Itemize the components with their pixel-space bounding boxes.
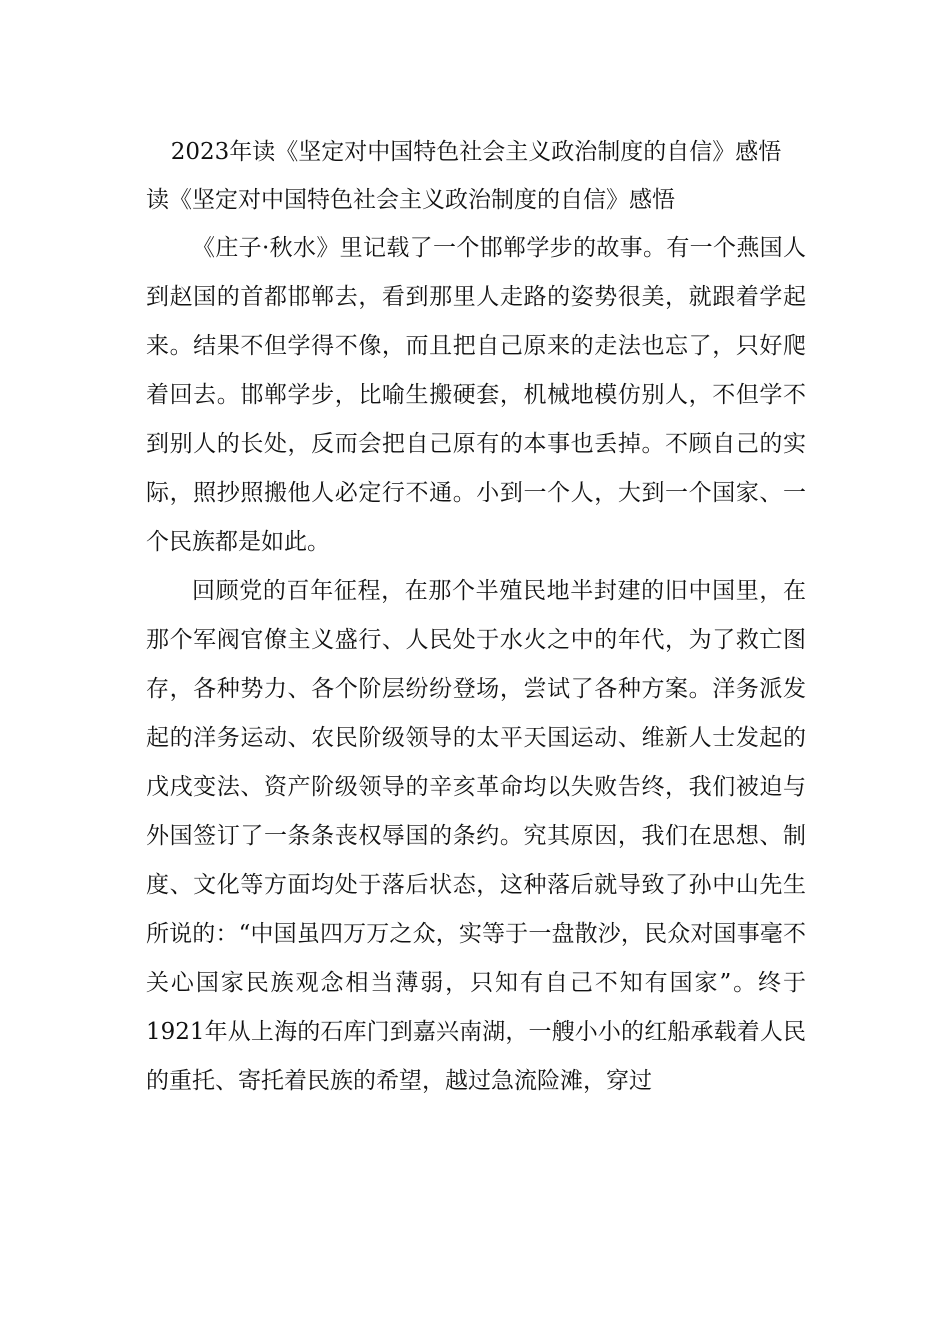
document-title: 2023年读《坚定对中国特色社会主义政治制度的自信》感悟 [170,139,782,165]
paragraph-handan-story: 《庄子·秋水》里记载了一个邯郸学步的故事。有一个燕国人到赵国的首都邯郸去，看到那里人走路的姿势很美，就跟着学起来。结果不但学得不像，而且把自己原来的走法也忘了，只好爬着回去。邯郸学步，比喻生搬硬套，机械地模仿别人，不但学不到别人的长处，反而会把自己原有的本事也丢掉。不顾自己的实际，照抄照搬他人必定行不通。小到一个人，大到一个国家、一个民族都是如此。 [146,235,806,555]
document-body [146,128,806,1106]
document-subtitle: 读《坚定对中国特色社会主义政治制度的自信》感悟 [146,187,675,213]
paragraph-party-history: 回顾党的百年征程，在那个半殖民地半封建的旧中国里，在那个军阀官僚主义盛行、人民处于水火之中的年代，为了救亡图存，各种势力、各个阶层纷纷登场，尝试了各种方案。洋务派发起的洋务运动、农民阶级领导的太平天国运动、维新人士发起的戊戌变法、资产阶级领导的辛亥革命均以失败告终，我们被迫与外国签订了一条条丧权辱国的条约。究其原因，我们在思想、制度、文化等方面均处于落后状态，这种落后就导致了孙中山先生所说的：“中国虽四万万之众，实等于一盘散沙，民众对国事毫不关心国家民族观念相当薄弱，只知有自己不知有国家”。终于1921年从上海的石库门到嘉兴南湖，一艘小小的红船承载着人民的重托、寄托着民族的希望，越过急流险滩，穿过 [146,578,806,1094]
